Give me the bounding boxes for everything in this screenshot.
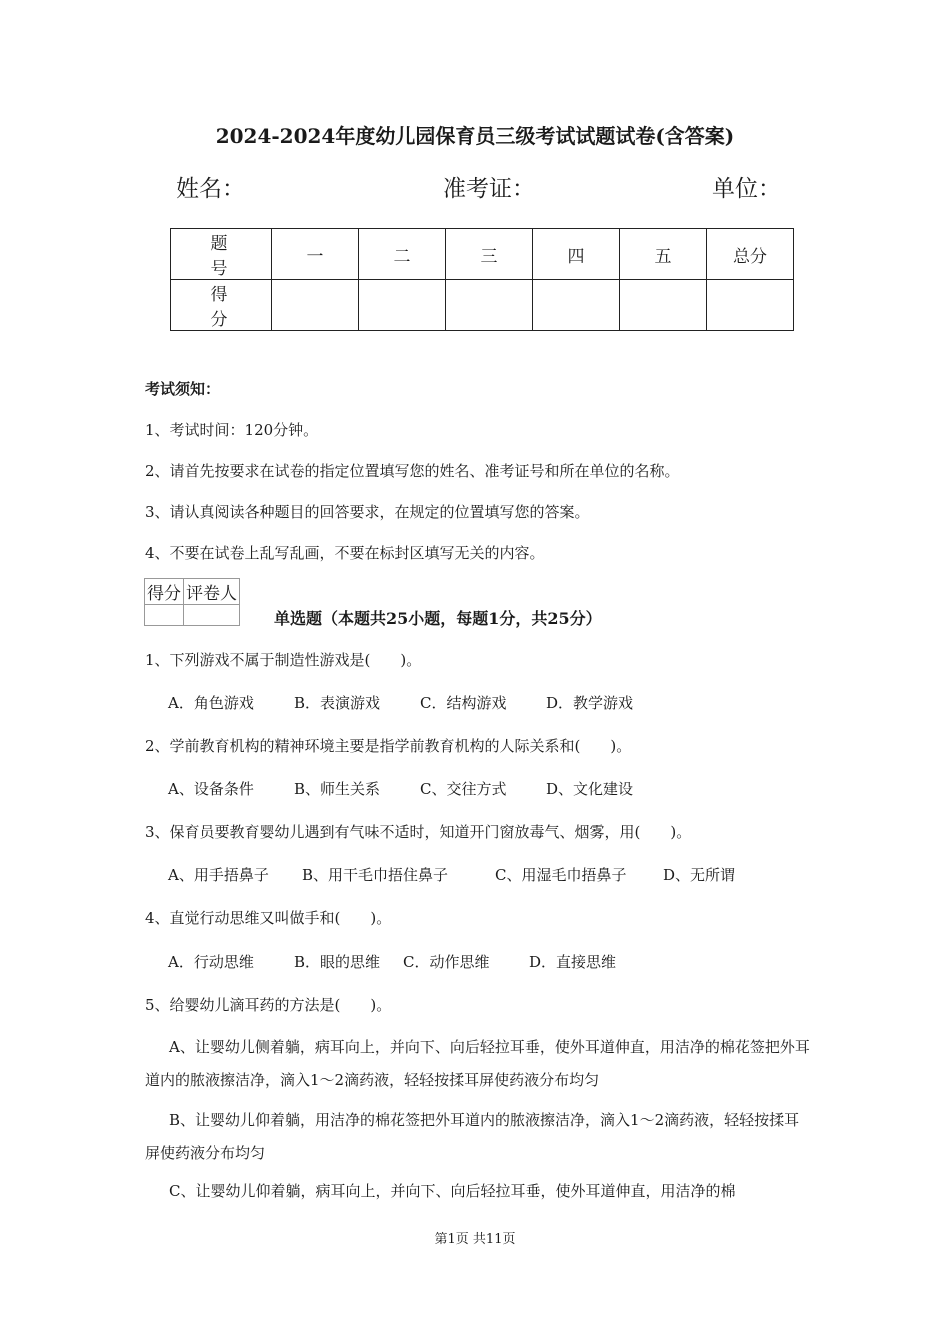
notice-item: 4、不要在试卷上乱写乱画，不要在标封区填写无关的内容。 bbox=[145, 544, 545, 562]
question-options bbox=[168, 692, 633, 713]
grader-reviewer-cell[interactable] bbox=[184, 605, 240, 626]
answer-option[interactable]: C．动作思维 bbox=[403, 953, 490, 971]
score-table-header-cell: 二 bbox=[359, 229, 446, 280]
notice-item: 3、请认真阅读各种题目的回答要求，在规定的位置填写您的答案。 bbox=[145, 503, 590, 521]
score-table-header-cell: 五 bbox=[620, 229, 707, 280]
answer-option[interactable]: C．结构游戏 bbox=[420, 694, 507, 712]
question-options bbox=[168, 778, 633, 799]
exam-number-field-label: 准考证： bbox=[443, 176, 535, 202]
unit-field-label: 单位： bbox=[712, 176, 781, 202]
question-text: 5、给婴幼儿滴耳药的方法是( )。 bbox=[145, 996, 392, 1014]
answer-option[interactable]: C、交往方式 bbox=[420, 780, 507, 798]
answer-option-long[interactable]: A、让婴幼儿侧着躺，病耳向上，并向下、向后轻拉耳垂，使外耳道伸直，用洁净的棉花签把外耳道内的脓液擦洁净，滴入1～2滴药液，轻轻按揉耳屏使药液分布均匀 bbox=[145, 1038, 810, 1089]
answer-option[interactable]: A．行动思维 bbox=[168, 953, 254, 971]
grader-score-label: 得分 bbox=[145, 579, 184, 605]
name-field-label: 姓名： bbox=[176, 176, 245, 202]
score-cell[interactable] bbox=[272, 280, 359, 331]
grader-box bbox=[144, 578, 240, 626]
score-table bbox=[170, 228, 794, 331]
score-table-header-cell: 题 号 bbox=[171, 229, 272, 280]
question-text: 4、直觉行动思维又叫做手和( )。 bbox=[145, 909, 392, 927]
page-footer: 第1页 共11页 bbox=[434, 1232, 516, 1247]
answer-option[interactable]: B、师生关系 bbox=[294, 780, 381, 798]
answer-option[interactable]: A．角色游戏 bbox=[168, 694, 254, 712]
grader-reviewer-label: 评卷人 bbox=[184, 579, 240, 605]
answer-option[interactable]: B．眼的思维 bbox=[294, 953, 381, 971]
score-cell[interactable] bbox=[446, 280, 533, 331]
question-options bbox=[168, 951, 616, 972]
answer-option[interactable]: A、用手捂鼻子 bbox=[168, 866, 269, 884]
answer-option[interactable]: D、无所谓 bbox=[663, 866, 736, 884]
exam-title: 2024-2024年度幼儿园保育员三级考试试题试卷(含答案) bbox=[215, 124, 735, 148]
question-text: 2、学前教育机构的精神环境主要是指学前教育机构的人际关系和( )。 bbox=[145, 737, 632, 755]
score-table-header-cell: 总分 bbox=[707, 229, 794, 280]
score-table-header-row bbox=[171, 229, 794, 280]
answer-option[interactable]: D、文化建设 bbox=[546, 780, 634, 798]
answer-option-long[interactable]: B、让婴幼儿仰着躺，用洁净的棉花签把外耳道内的脓液擦洁净，滴入1～2滴药液，轻轻按揉耳屏使药液分布均匀 bbox=[145, 1111, 800, 1162]
section-title: 单选题（本题共25小题，每题1分，共25分） bbox=[274, 609, 602, 628]
answer-option[interactable]: D．教学游戏 bbox=[546, 694, 634, 712]
question-text: 3、保育员要教育婴幼儿遇到有气味不适时，知道开门窗放毒气、烟雾，用( )。 bbox=[145, 823, 692, 841]
score-cell[interactable] bbox=[533, 280, 620, 331]
answer-option[interactable]: B．表演游戏 bbox=[294, 694, 381, 712]
score-row-label: 得 分 bbox=[171, 280, 272, 331]
score-table-header-cell: 三 bbox=[446, 229, 533, 280]
score-cell[interactable] bbox=[620, 280, 707, 331]
answer-option-long[interactable]: C、让婴幼儿仰着躺，病耳向上，并向下、向后轻拉耳垂，使外耳道伸直，用洁净的棉 bbox=[169, 1182, 736, 1200]
answer-option[interactable]: B、用干毛巾捂住鼻子 bbox=[302, 866, 449, 884]
score-cell[interactable] bbox=[359, 280, 446, 331]
notice-item: 2、请首先按要求在试卷的指定位置填写您的姓名、准考证号和所在单位的名称。 bbox=[145, 462, 680, 480]
score-table-score-row bbox=[171, 280, 794, 331]
score-cell[interactable] bbox=[707, 280, 794, 331]
answer-option[interactable]: C、用湿毛巾捂鼻子 bbox=[495, 866, 627, 884]
score-table-header-cell: 四 bbox=[533, 229, 620, 280]
notice-item: 1、考试时间：120分钟。 bbox=[145, 421, 319, 439]
question-options bbox=[168, 864, 735, 885]
notice-heading: 考试须知： bbox=[145, 380, 221, 398]
answer-option[interactable]: A、设备条件 bbox=[168, 780, 254, 798]
question-text: 1、下列游戏不属于制造性游戏是( )。 bbox=[145, 651, 422, 669]
score-table-header-cell: 一 bbox=[272, 229, 359, 280]
answer-option[interactable]: D．直接思维 bbox=[529, 953, 617, 971]
grader-score-cell[interactable] bbox=[145, 605, 184, 626]
